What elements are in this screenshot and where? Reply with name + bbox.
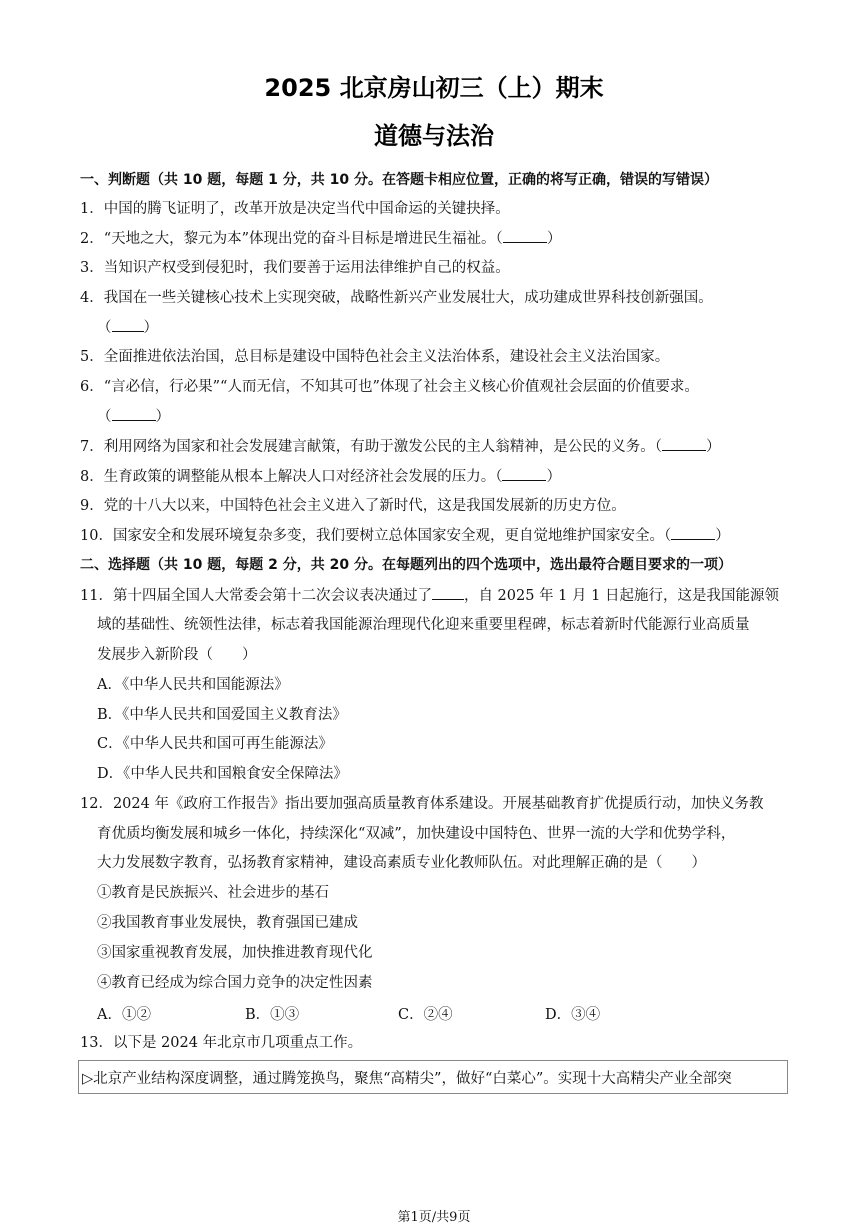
question-3: 3．当知识产权受到侵犯时，我们要善于运用法律维护自己的权益。 bbox=[80, 260, 510, 276]
paren-close: ） bbox=[546, 469, 561, 485]
answer-blank[interactable] bbox=[112, 317, 144, 332]
option-c[interactable]: C．②④ bbox=[398, 1007, 453, 1023]
page-number: 第1页/共9页 bbox=[397, 1210, 471, 1225]
question-12-line1: 12．2024 年《政府工作报告》指出要加强高质量教育体系建设。开展基础教育扩优提质行动，加快义务教 bbox=[80, 796, 764, 812]
option-a[interactable]: A．①② bbox=[97, 1007, 151, 1023]
paren-close: ） bbox=[546, 231, 562, 247]
option-d[interactable]: D．《中华人民共和国粮食安全保障法》 bbox=[97, 766, 348, 782]
answer-blank[interactable] bbox=[432, 585, 464, 600]
question-13: 13．以下是 2024 年北京市几项重点工作。 bbox=[80, 1035, 363, 1051]
question-11-text: 11．第十四届全国人大常委会第十二次会议表决通过了 bbox=[80, 588, 432, 604]
paren-close: ） bbox=[155, 409, 170, 425]
subject-title: 道德与法治 bbox=[374, 122, 494, 150]
question-11-line1 bbox=[80, 585, 779, 606]
answer-blank[interactable] bbox=[503, 228, 547, 243]
option-b[interactable]: B．①③ bbox=[245, 1007, 300, 1023]
question-11-line2: 域的基础性、统领性法律，标志着我国能源治理现代化迎来重要里程碑，标志着新时代能源行业高质量 bbox=[97, 617, 750, 633]
statement-2: ②我国教育事业发展快，教育强国已建成 bbox=[97, 915, 358, 931]
answer-blank[interactable] bbox=[671, 525, 715, 540]
question-5: 5．全面推进依法治国，总目标是建设中国特色社会主义法治体系，建设社会主义法治国家。 bbox=[80, 349, 670, 365]
question-7-text: 7．利用网络为国家和社会发展建言献策，有助于激发公民的主人翁精神，是公民的义务。（ bbox=[80, 439, 662, 455]
option-b[interactable]: B．《中华人民共和国爱国主义教育法》 bbox=[97, 707, 347, 723]
question-2 bbox=[80, 228, 561, 249]
material-text: ▷北京产业结构深度调整，通过腾笼换鸟，聚焦“高精尖”，做好“白菜心”。实现十大高精尖产业全部突 bbox=[82, 1071, 732, 1087]
option-a[interactable]: A．《中华人民共和国能源法》 bbox=[97, 677, 289, 693]
option-d[interactable]: D．③④ bbox=[545, 1007, 601, 1023]
paren-open: （ bbox=[97, 320, 112, 336]
section2-heading: 二、选择题（共 10 题，每题 2 分，共 20 分。在每题列出的四个选项中，选出最符合题目要求的一项） bbox=[80, 557, 732, 573]
question-11-line3: 发展步入新阶段（ ） bbox=[97, 647, 257, 663]
answer-blank[interactable] bbox=[502, 466, 546, 481]
option-c[interactable]: C．《中华人民共和国可再生能源法》 bbox=[97, 736, 333, 752]
question-8-text: 8．生育政策的调整能从根本上解决人口对经济社会发展的压力。（ bbox=[80, 469, 503, 485]
question-9: 9．党的十八大以来，中国特色社会主义进入了新时代，这是我国发展新的历史方位。 bbox=[80, 498, 626, 514]
question-7 bbox=[80, 436, 720, 457]
statement-1: ①教育是民族振兴、社会进步的基石 bbox=[97, 885, 329, 901]
paren-close: ） bbox=[705, 439, 721, 455]
question-6: 6．“言必信，行必果”“人而无信，不知其可也”体现了社会主义核心价值观社会层面的价值要求。 bbox=[80, 379, 699, 395]
question-12-line2: 育优质均衡发展和城乡一体化，持续深化“双减”，加快建设中国特色、世界一流的大学和优势学科， bbox=[97, 826, 736, 842]
question-4: 4．我国在一些关键核心技术上实现突破，战略性新兴产业发展壮大，成功建成世界科技创新强国。 bbox=[80, 290, 713, 306]
statement-3: ③国家重视教育发展，加快推进教育现代化 bbox=[97, 945, 373, 961]
question-11-text-cont: ，自 2025 年 1 月 1 日起施行，这是我国能源领 bbox=[463, 588, 779, 604]
question-2-text: 2．“天地之大，黎元为本”体现出党的奋斗目标是增进民生福祉。（ bbox=[80, 231, 503, 247]
material-box bbox=[78, 1060, 788, 1094]
question-12-line3: 大力发展数字教育，弘扬教育家精神，建设高素质专业化教师队伍。对此理解正确的是（ ） bbox=[97, 855, 706, 871]
answer-blank[interactable] bbox=[112, 406, 156, 421]
question-8 bbox=[80, 466, 561, 487]
question-10 bbox=[80, 525, 730, 546]
question-10-text: 10．国家安全和发展环境复杂多变，我们要树立总体国家安全观，更自觉地维护国家安全。（ bbox=[80, 528, 672, 544]
statement-4: ④教育已经成为综合国力竞争的决定性因素 bbox=[97, 975, 373, 991]
paren-close: ） bbox=[715, 528, 730, 544]
question-4-answer bbox=[97, 317, 158, 338]
paren-close: ） bbox=[143, 320, 158, 336]
question-6-answer bbox=[97, 406, 170, 427]
answer-blank[interactable] bbox=[662, 436, 706, 451]
exam-title: 2025 北京房山初三（上）期末 bbox=[264, 74, 604, 102]
section1-heading: 一、判断题（共 10 题，每题 1 分，共 10 分。在答题卡相应位置，正确的将写正确，错误的写错误） bbox=[80, 172, 718, 188]
paren-open: （ bbox=[97, 409, 112, 425]
question-1: 1．中国的腾飞证明了，改革开放是决定当代中国命运的关键抉择。 bbox=[80, 201, 510, 217]
